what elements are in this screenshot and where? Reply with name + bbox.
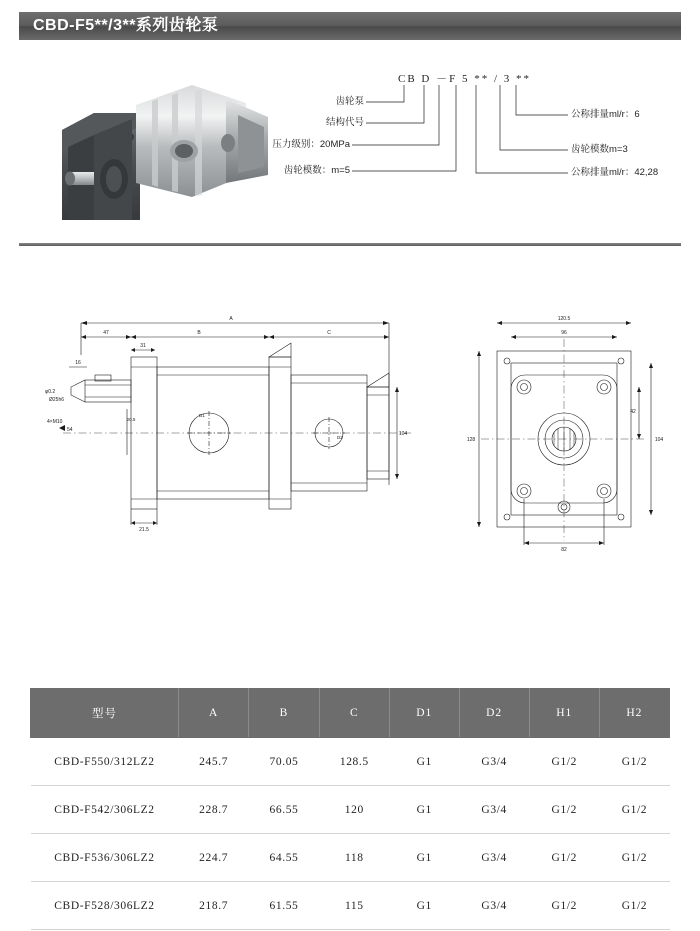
svg-text:B: B [197, 330, 201, 336]
cell-c: 128.5 [319, 738, 389, 786]
cell-h2: G1/2 [599, 834, 669, 882]
technical-drawings [19, 295, 681, 565]
code-label-left-2: 压力级别：20MPa [272, 139, 350, 150]
cell-model: CBD-F542/306LZ2 [31, 786, 179, 834]
section-divider [19, 243, 681, 246]
col-header-h2: H2 [599, 689, 669, 738]
cell-d2: G3/4 [459, 738, 529, 786]
col-header-b: B [249, 689, 319, 738]
svg-text:54: 54 [67, 427, 73, 433]
table-row [31, 882, 670, 930]
svg-text:A: A [229, 316, 233, 322]
cell-a: 245.7 [178, 738, 248, 786]
table-header-row [31, 689, 670, 738]
svg-text:96: 96 [561, 330, 567, 336]
page-title: CBD-F5**/3**系列齿轮泵 [33, 17, 219, 34]
svg-text:42: 42 [630, 409, 636, 415]
svg-text:D2: D2 [337, 435, 343, 440]
svg-text:82: 82 [561, 547, 567, 553]
svg-text:47: 47 [103, 330, 109, 336]
svg-text:104: 104 [654, 437, 664, 443]
code-label-left-3: 齿轮模数：m=5 [283, 165, 350, 176]
code-label-right-1: 齿轮模数m=3 [571, 144, 628, 155]
cell-d1: G1 [389, 786, 459, 834]
svg-text:21.5: 21.5 [139, 527, 149, 533]
col-header-a: A [178, 689, 248, 738]
cell-b: 61.55 [249, 882, 319, 930]
svg-text:31: 31 [140, 343, 146, 349]
svg-text:φ0.2: φ0.2 [45, 389, 56, 395]
cell-b: 66.55 [249, 786, 319, 834]
cell-h2: G1/2 [599, 738, 669, 786]
cell-d1: G1 [389, 738, 459, 786]
code-label-left-0: 齿轮泵 [335, 96, 364, 107]
cell-d2: G3/4 [459, 882, 529, 930]
code-label-right-2: 公称排量ml/r：42,28 [571, 167, 659, 178]
code-label-left-1: 结构代号 [325, 117, 364, 128]
svg-text:16: 16 [75, 360, 81, 366]
cell-h1: G1/2 [529, 882, 599, 930]
col-header-model: 型号 [31, 689, 179, 738]
product-photo [32, 55, 287, 220]
cell-h1: G1/2 [529, 786, 599, 834]
svg-text:Ø25h6: Ø25h6 [49, 397, 65, 403]
cell-b: 64.55 [249, 834, 319, 882]
table-row [31, 738, 670, 786]
svg-text:120.5: 120.5 [557, 316, 571, 322]
svg-text:4×M10: 4×M10 [47, 419, 63, 425]
model-code-string: CB D －F 5 ** / 3 ** [398, 73, 532, 85]
cell-a: 228.7 [178, 786, 248, 834]
cell-h1: G1/2 [529, 738, 599, 786]
cell-c: 118 [319, 834, 389, 882]
svg-text:D1: D1 [199, 413, 205, 418]
cell-h1: G1/2 [529, 834, 599, 882]
svg-text:128: 128 [466, 437, 476, 443]
cell-c: 115 [319, 882, 389, 930]
cell-model: CBD-F528/306LZ2 [31, 882, 179, 930]
cell-d2: G3/4 [459, 834, 529, 882]
col-header-d1: D1 [389, 689, 459, 738]
cell-d2: G3/4 [459, 786, 529, 834]
cell-h2: G1/2 [599, 786, 669, 834]
cell-model: CBD-F536/306LZ2 [31, 834, 179, 882]
cell-h2: G1/2 [599, 882, 669, 930]
col-header-c: C [319, 689, 389, 738]
code-label-right-0: 公称排量ml/r：6 [571, 109, 640, 120]
col-header-h1: H1 [529, 689, 599, 738]
svg-text:C: C [327, 330, 331, 336]
table-row [31, 834, 670, 882]
cell-d1: G1 [389, 834, 459, 882]
specification-table [30, 688, 670, 930]
svg-text:104: 104 [398, 431, 408, 437]
cell-d1: G1 [389, 882, 459, 930]
cell-c: 120 [319, 786, 389, 834]
cell-b: 70.05 [249, 738, 319, 786]
cell-a: 218.7 [178, 882, 248, 930]
cell-model: CBD-F550/312LZ2 [31, 738, 179, 786]
model-code-diagram [272, 55, 670, 220]
svg-text:20.5: 20.5 [126, 417, 136, 422]
col-header-d2: D2 [459, 689, 529, 738]
table-row [31, 786, 670, 834]
cell-a: 224.7 [178, 834, 248, 882]
